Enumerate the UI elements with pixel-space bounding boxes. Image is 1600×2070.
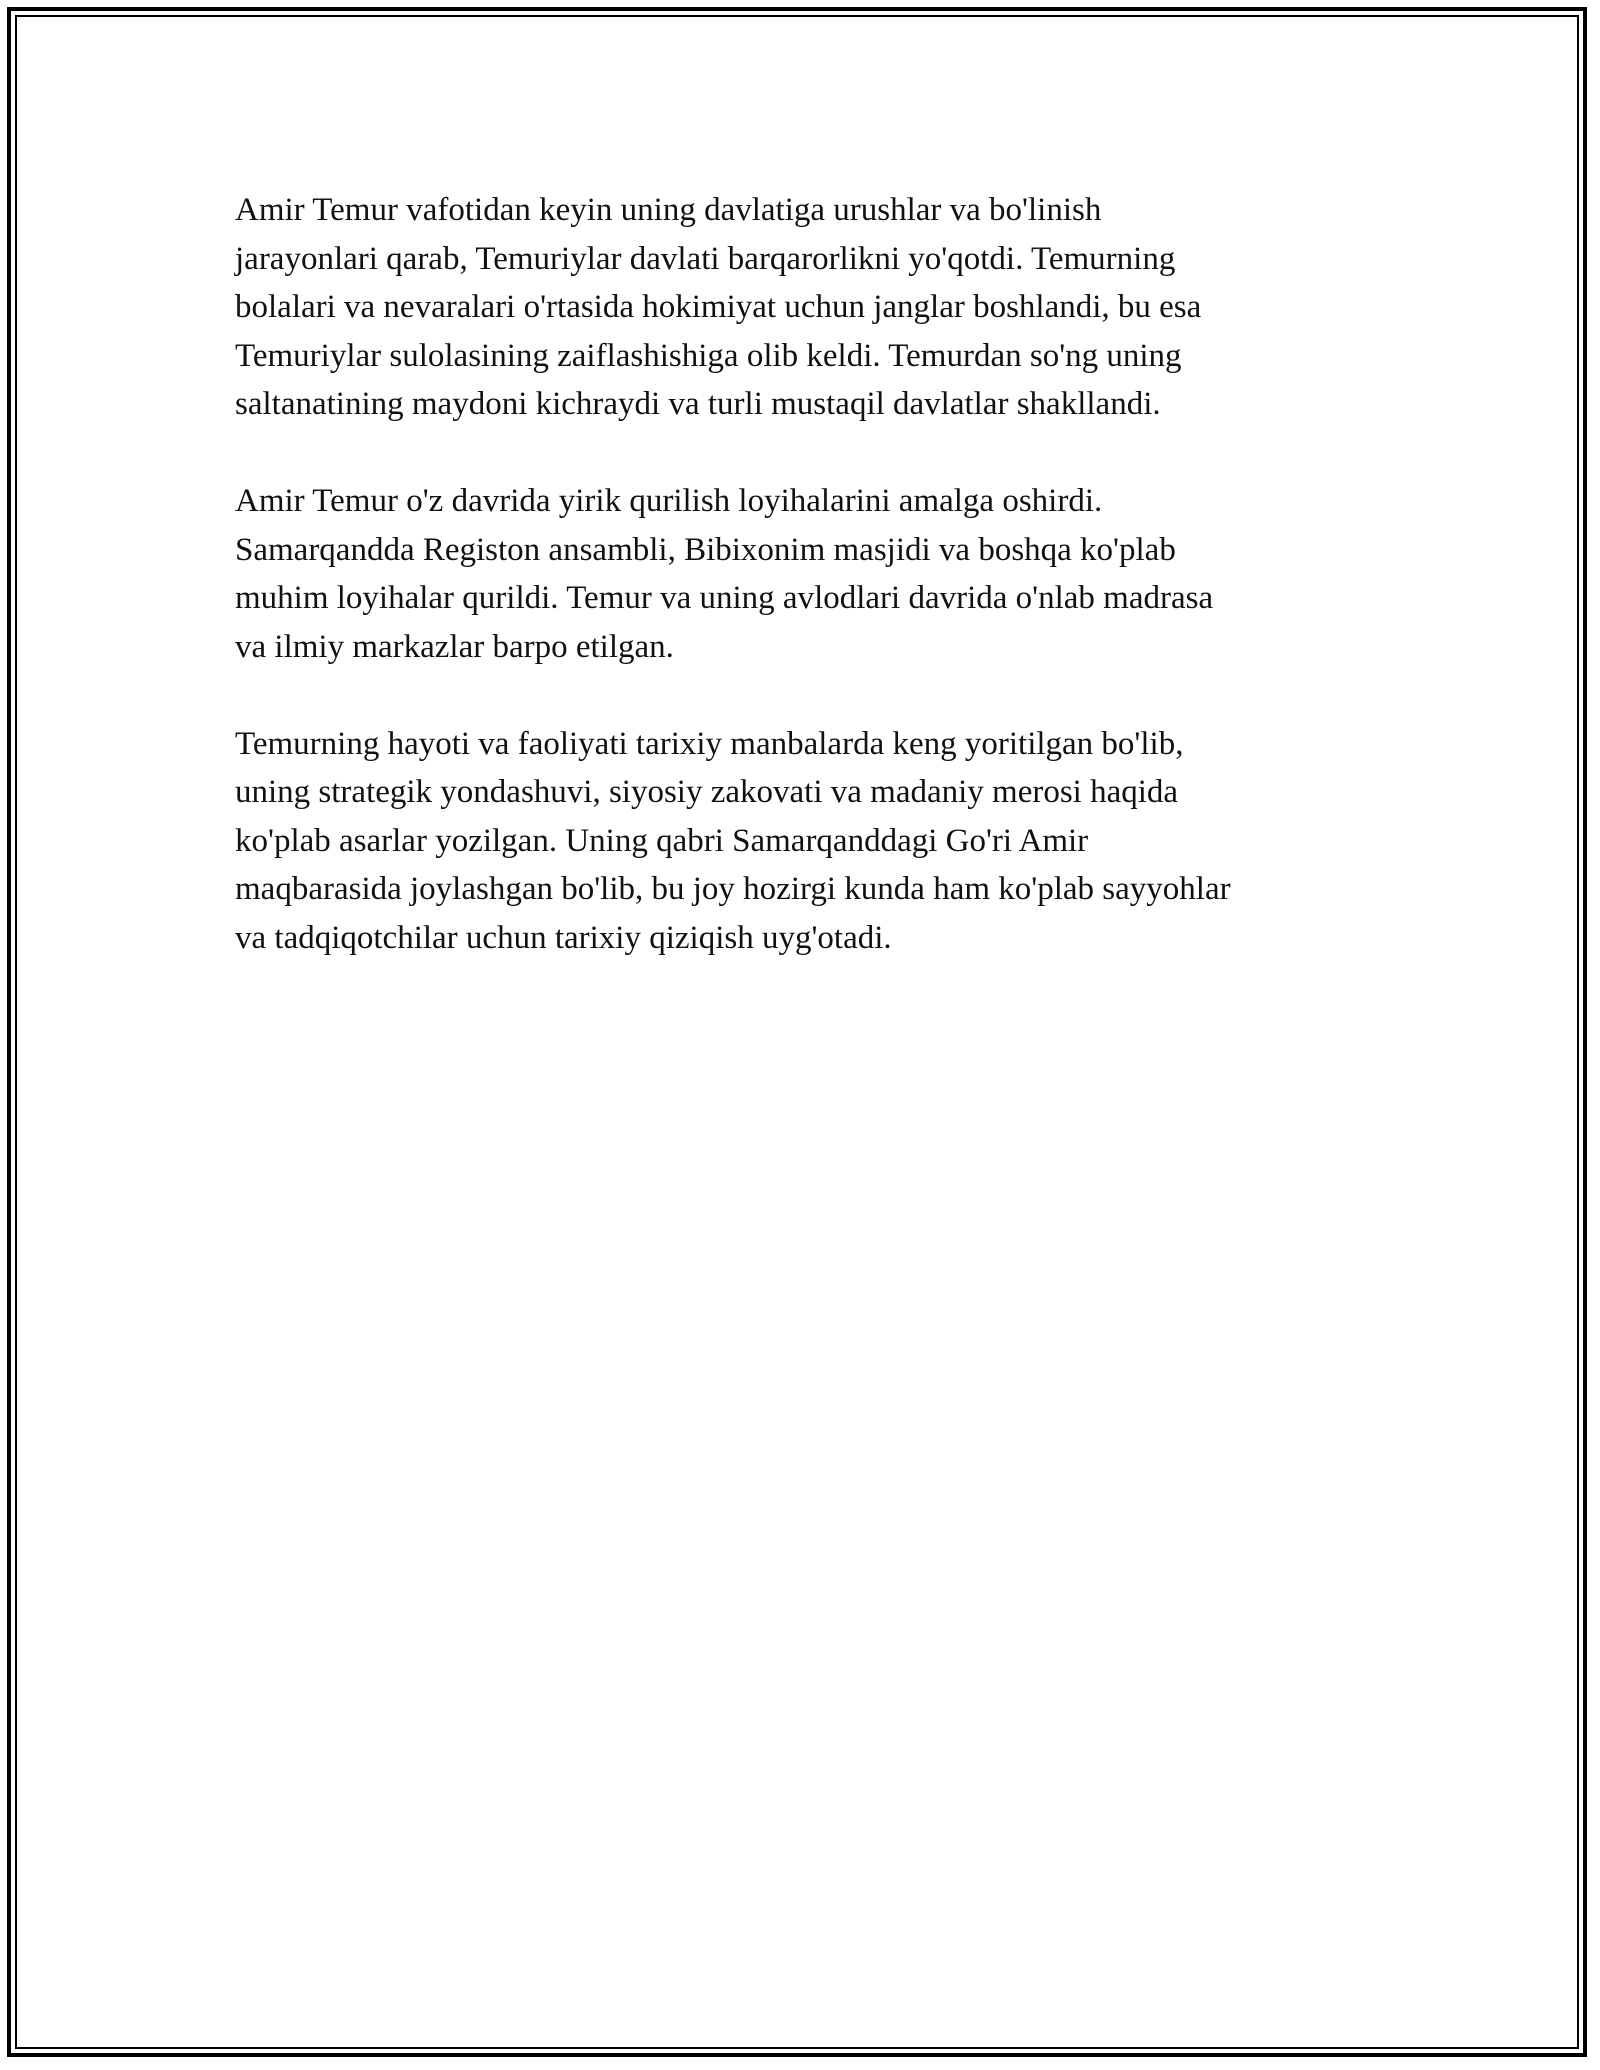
paragraph-line: Temurning hayoti va faoliyati tarixiy manbalarda keng yoritilgan bo'lib, [235, 725, 1184, 762]
paragraph-line: va tadqiqotchilar uchun tarixiy qiziqish uyg'otadi. [235, 919, 892, 956]
paragraph-line: maqbarasida joylashgan bo'lib, bu joy hozirgi kunda ham ko'plab sayyohlar [235, 871, 1231, 907]
paragraph-line: uning strategik yondashuvi, siyosiy zakovati va madaniy merosi haqida [235, 774, 1179, 810]
paragraph-line: bolalari va nevaralari o'rtasida hokimiyat uchun janglar boshlandi, bu esa [235, 289, 1202, 325]
paragraph-line: muhim loyihalar qurildi. Temur va uning avlodlari davrida o'nlab madrasa [235, 580, 1214, 616]
paragraph-line: va ilmiy markazlar barpo etilgan. [235, 628, 674, 665]
document-body [235, 186, 1365, 1011]
paragraph-line: Temuriylar sulolasining zaiflashishiga olib keldi. Temurdan so'ng uning [235, 337, 1182, 374]
paragraph-line: jarayonlari qarab, Temuriylar davlati barqarorlikni yo'qotdi. Temurning [235, 240, 1176, 277]
paragraph-1 [235, 186, 1365, 429]
paragraph-line: Amir Temur vafotidan keyin uning davlatiga urushlar va bo'linish [235, 192, 1102, 228]
paragraph-line: Amir Temur o'z davrida yirik qurilish loyihalarini amalga oshirdi. [235, 483, 1103, 519]
paragraph-line: ko'plab asarlar yozilgan. Uning qabri Samarqanddagi Go'ri Amir [235, 822, 1089, 859]
paragraph-line: Samarqandda Registon ansambli, Bibixonim masjidi va boshqa ko'plab [235, 531, 1176, 568]
paragraph-3 [235, 720, 1365, 963]
paragraph-line: saltanatining maydoni kichraydi va turli mustaqil davlatlar shakllandi. [235, 386, 1161, 422]
paragraph-2 [235, 477, 1365, 671]
